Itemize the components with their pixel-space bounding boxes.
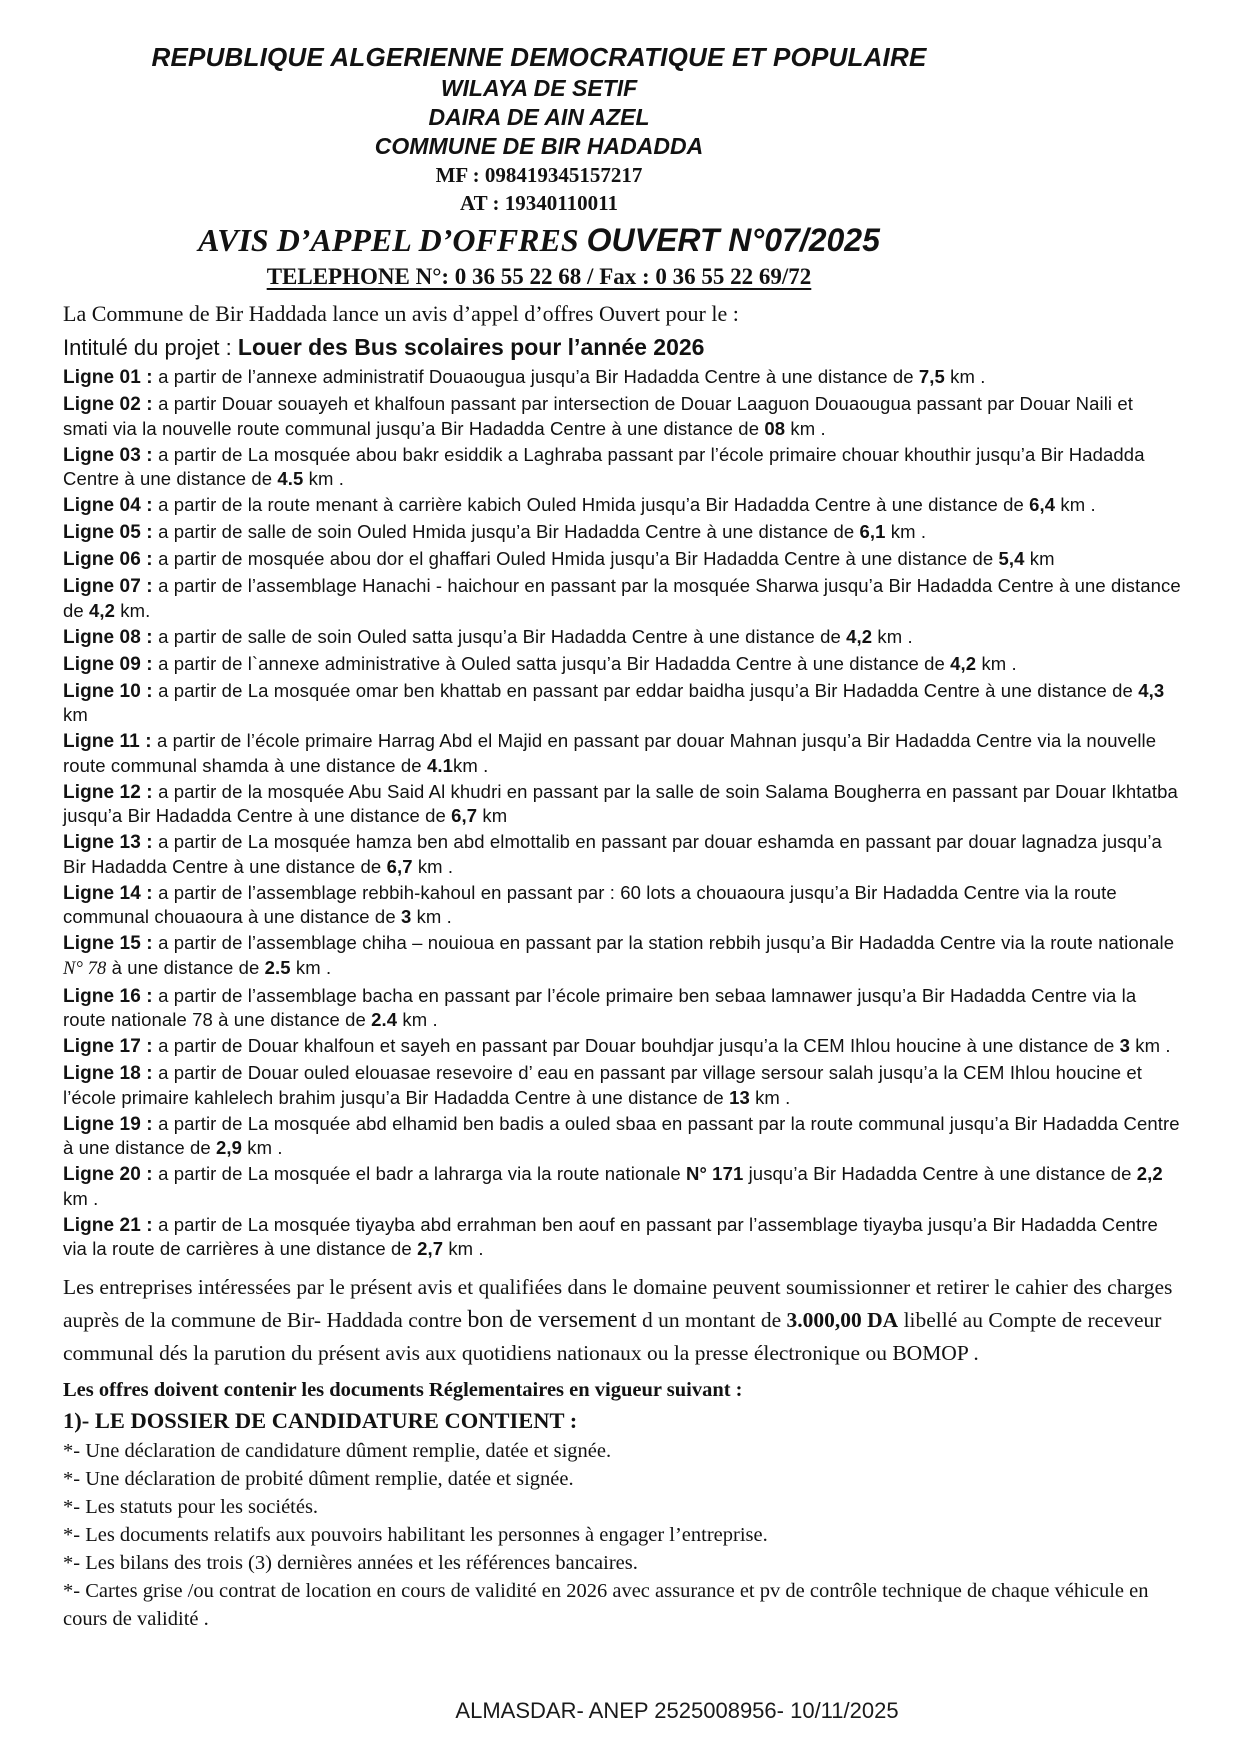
text-segment: 2,2 [1136, 1163, 1163, 1184]
route-line-label: Ligne 16 : [63, 985, 159, 1007]
text-segment: a partir de La mosquée omar ben khattab en passant par eddar baidha jusqu’a Bir Hadadda Centre à une distance de [158, 679, 1139, 701]
text-segment: km . [452, 754, 489, 776]
route-line [63, 830, 1181, 878]
text-segment: Les entreprises intéressées par le présent avis et qualifiées dans le domaine peuvent soumissionner et retirer le cahier des charges auprès de la commune de Bir- Haddada contre [63, 1275, 1173, 1332]
wilaya-line: WILAYA DE SETIF [440, 75, 638, 101]
text-segment: 3 [1119, 1035, 1131, 1056]
text-segment: km . [1055, 494, 1096, 515]
telephone-fax-line: TELEPHONE N°: 0 36 55 22 68 / Fax : 0 36 55 22 69/72 [266, 264, 812, 289]
route-line-label: Ligne 15 : [63, 933, 159, 954]
text-segment: km . [749, 1086, 791, 1108]
route-line-label: Ligne 11 : [63, 731, 158, 752]
republic-line: REPUBLIQUE ALGERIENNE DEMOCRATIQUE ET POPULAIRE [151, 42, 927, 72]
route-line [63, 881, 1181, 929]
project-label: Intitulé du projet : [63, 335, 232, 360]
route-line [63, 443, 1181, 491]
route-line-label: Ligne 02 : [63, 394, 159, 415]
text-segment: à une distance de [106, 956, 265, 978]
requirement-item: *- Cartes grise /ou contrat de location en cours de validité en 2026 avec assurance et pv de contrôle technique de chaque véhicule en cours de validité . [63, 1580, 1149, 1630]
route-lines-list [63, 365, 1181, 1263]
text-segment: km . [412, 855, 454, 877]
text-segment: km . [885, 521, 927, 542]
text-segment: a partir de La mosquée hamza ben abd elmottalib en passant par douar eshamda en passant par douar lagnadza jusqu’a Bir Hadadda Centre à une distance de [63, 831, 1162, 877]
route-line-label: Ligne 03 : [63, 444, 159, 466]
text-segment: a partir Douar souayeh et khalfoun passant par intersection de Douar Laaguon Douaougua passant par Douar Naili et smati via la nouvelle route communal jusqu’a Bir Hadadda Centre à une distance de [63, 393, 1134, 439]
project-title-line [63, 332, 1181, 363]
text-segment: km . [242, 1137, 283, 1158]
text-segment: a partir de La mosquée tiyayba abd errahman ben aouf en passant par l’assemblage tiyayba jusqu’a Bir Hadadda Centre via la route de carrières à une distance de [63, 1213, 1158, 1259]
text-segment: 7,5 [918, 366, 945, 387]
text-segment: km . [976, 652, 1017, 674]
route-line-label: Ligne 14 : [63, 882, 159, 904]
text-segment: a partir de l`annexe administrative à Ouled satta jusqu’a Bir Hadadda Centre à une distance de [158, 652, 951, 674]
route-line-label: Ligne 19 : [63, 1113, 159, 1135]
notice-title-part2: OUVERT N°07/2025 [586, 222, 880, 258]
text-segment: N° 171 [685, 1163, 744, 1184]
announcement-line: La Commune de Bir Haddada lance un avis d’appel d’offres Ouvert pour le : [63, 301, 739, 326]
route-line [63, 729, 1181, 777]
requirement-item: *- Les statuts pour les sociétés. [63, 1496, 319, 1518]
text-segment: 6,7 [451, 805, 478, 826]
route-line [63, 679, 1181, 727]
route-line [63, 392, 1181, 440]
route-line [63, 984, 1181, 1032]
text-segment: a partir de l’assemblage chiha – nouioua en passant par la station rebbih jusqu’a Bir Hadadda Centre via la route nationale [158, 932, 1175, 953]
route-line-label: Ligne 01 : [63, 367, 159, 388]
project-name: Louer des Bus scolaires pour l’année 2026 [237, 334, 705, 360]
mf-number: MF : 098419345157217 [435, 163, 643, 187]
candidature-dossier-heading: 1)- LE DOSSIER DE CANDIDATURE CONTIENT : [63, 1408, 578, 1433]
text-segment: a partir de l’assemblage rebbih-kahoul en passant par : 60 lots a chouaoura jusqu’a Bir Hadadda Centre via la route communal chouaoura à une distance de [63, 881, 1117, 927]
text-segment: km . [1130, 1035, 1171, 1056]
text-segment: 13 [729, 1086, 750, 1108]
text-segment: 3.000,00 DA [786, 1308, 899, 1332]
text-segment: km . [785, 417, 826, 439]
text-segment: 2.5 [264, 956, 291, 978]
text-segment: 4,2 [950, 652, 977, 674]
notice-title [63, 219, 1015, 261]
requirement-item: *- Une déclaration de probité dûment remplie, datée et signée. [63, 1468, 574, 1490]
text-segment: a partir de l’école primaire Harrag Abd el Majid en passant par douar Mahnan jusqu’a Bir Hadadda Centre via la nouvelle route communal shamda à une distance de [63, 730, 1157, 776]
text-segment: d un montant de [636, 1308, 787, 1332]
route-line-label: Ligne 10 : [63, 680, 159, 702]
text-segment: km [63, 704, 88, 725]
text-segment: 4,2 [89, 599, 116, 621]
text-segment: a partir de mosquée abou dor el ghaffari Ouled Hmida jusqu’a Bir Hadadda Centre à une distance de [158, 548, 999, 569]
text-segment: a partir de La mosquée abou bakr esiddik a Laghraba passant par l’école primaire chouar khouthir jusqu’a Bir Hadadda Centre à une distance de [63, 443, 1145, 489]
route-line [63, 520, 1181, 545]
commune-line: COMMUNE DE BIR HADADDA [374, 133, 704, 159]
route-line-label: Ligne 21 : [63, 1214, 159, 1236]
text-segment: 3 [400, 906, 412, 927]
text-segment: km. [115, 599, 151, 621]
text-segment: a partir de salle de soin Ouled satta jusqu’a Bir Hadadda Centre à une distance de [158, 625, 847, 647]
text-segment: a partir de Douar khalfoun et sayeh en passant par Douar bouhdjar jusqu’a la CEM Ihlou houcine à une distance de [158, 1035, 1120, 1056]
text-segment: a partir de la route menant à carrière kabich Ouled Hmida jusqu’a Bir Hadadda Centre à une distance de [158, 494, 1030, 515]
text-segment: a partir de Douar ouled elouasae resevoire d’ eau en passant par village sersour salah jusqu’a la CEM Ihlou houcine et l’école primaire kahlelech brahim jusqu’a Bir Hadadda Centre à une distance de [63, 1062, 1143, 1108]
route-line-label: Ligne 05 : [63, 522, 159, 543]
route-line [63, 365, 1181, 390]
route-line-label: Ligne 09 : [63, 653, 159, 675]
text-segment: 08 [764, 417, 786, 439]
requirements-list [63, 1437, 1181, 1633]
text-segment: a partir de La mosquée abd elhamid ben badis a ouled sbaa en passant par la route communal jusqu’a Bir Hadadda Centre à une distance de [63, 1112, 1180, 1158]
route-line-label: Ligne 07 : [63, 576, 159, 597]
route-line [63, 1213, 1181, 1261]
route-line [63, 547, 1181, 572]
text-segment: km [1024, 548, 1055, 569]
route-line-label: Ligne 13 : [63, 832, 159, 853]
route-line-label: Ligne 04 : [63, 495, 159, 516]
text-segment: N° 78 [63, 958, 107, 979]
text-segment: a partir de l’annexe administratif Douaougua jusqu’a Bir Hadadda Centre à une distance de [158, 366, 919, 387]
text-segment: km . [290, 956, 332, 978]
route-line [63, 493, 1181, 518]
route-line [63, 780, 1181, 828]
requirements-heading: Les offres doivent contenir les documents Réglementaires en vigueur suivant : [63, 1379, 743, 1401]
text-segment: km . [443, 1238, 484, 1259]
text-segment: a partir de La mosquée el badr a lahrarga via la route nationale [158, 1163, 686, 1184]
text-segment: 2,9 [216, 1137, 243, 1158]
route-line [63, 1112, 1181, 1160]
text-segment: 5,4 [998, 548, 1025, 569]
text-segment: 6,7 [386, 855, 413, 877]
document-header [63, 40, 1015, 293]
text-segment: km . [303, 468, 344, 489]
text-segment: 4,2 [846, 625, 873, 647]
route-line [63, 1061, 1181, 1109]
text-segment: km . [872, 625, 913, 647]
route-line-label: Ligne 18 : [63, 1063, 159, 1084]
text-segment: a partir de l’assemblage Hanachi - haichour en passant par la mosquée Sharwa jusqu’a Bir Hadadda Centre à une distance de [63, 575, 1181, 621]
text-segment: km . [944, 366, 986, 387]
route-line-label: Ligne 12 : [63, 781, 159, 803]
text-segment: 2,7 [417, 1238, 444, 1259]
terms-paragraph [63, 1271, 1181, 1370]
route-line-label: Ligne 20 : [63, 1164, 159, 1185]
requirement-item: *- Les bilans des trois (3) dernières années et les références bancaires. [63, 1552, 638, 1574]
text-segment: km . [397, 1009, 438, 1030]
text-segment: 4.1 [426, 754, 453, 776]
at-number: AT : 19340110011 [460, 191, 618, 215]
route-line [63, 1034, 1181, 1059]
requirement-item: *- Une déclaration de candidature dûment remplie, datée et signée. [63, 1440, 612, 1462]
text-segment: a partir de la mosquée Abu Said Al khudri en passant par la salle de soin Salama Bougherra en passant par Douar Ikhtatba jusqu’a Bir Hadadda Centre à une distance de [63, 780, 1178, 826]
text-segment: 4,3 [1138, 679, 1165, 701]
text-segment: bon de versement [467, 1307, 637, 1333]
text-segment: 2.4 [371, 1009, 398, 1030]
route-line [63, 625, 1181, 650]
text-segment: a partir de salle de soin Ouled Hmida jusqu’a Bir Hadadda Centre à une distance de [158, 521, 860, 542]
daira-line: DAIRA DE AIN AZEL [428, 104, 650, 130]
route-line-label: Ligne 08 : [63, 626, 159, 648]
route-line-label: Ligne 17 : [63, 1036, 159, 1057]
notice-title-part1: AVIS D’APPEL D’OFFRES [198, 222, 587, 258]
text-segment: libellé au Compte de receveur communal dés la parution du présent avis aux quotidiens nationaux ou la presse électronique ou BOMOP . [63, 1308, 1162, 1365]
anep-footer: ALMASDAR- ANEP 2525008956- 10/11/2025 [455, 1698, 899, 1723]
text-segment: 4.5 [277, 468, 304, 489]
route-line [63, 931, 1181, 981]
text-segment: km [477, 805, 508, 826]
text-segment: jusqu’a Bir Hadadda Centre à une distance de [743, 1163, 1137, 1184]
route-line [63, 652, 1181, 677]
text-segment: km . [63, 1187, 99, 1209]
requirement-item: *- Les documents relatifs aux pouvoirs habilitant les personnes à engager l’entreprise. [63, 1524, 768, 1546]
text-segment: 6,1 [859, 521, 886, 542]
route-line-label: Ligne 06 : [63, 549, 159, 570]
text-segment: a partir de l’assemblage bacha en passant par l’école primaire ben sebaa lamnawer jusqu’a Bir Hadadda Centre via la route nationale 78 à une distance de [63, 984, 1137, 1030]
route-line [63, 1162, 1181, 1210]
text-segment: km . [411, 906, 452, 927]
text-segment: 6,4 [1029, 494, 1056, 515]
route-line [63, 574, 1181, 622]
